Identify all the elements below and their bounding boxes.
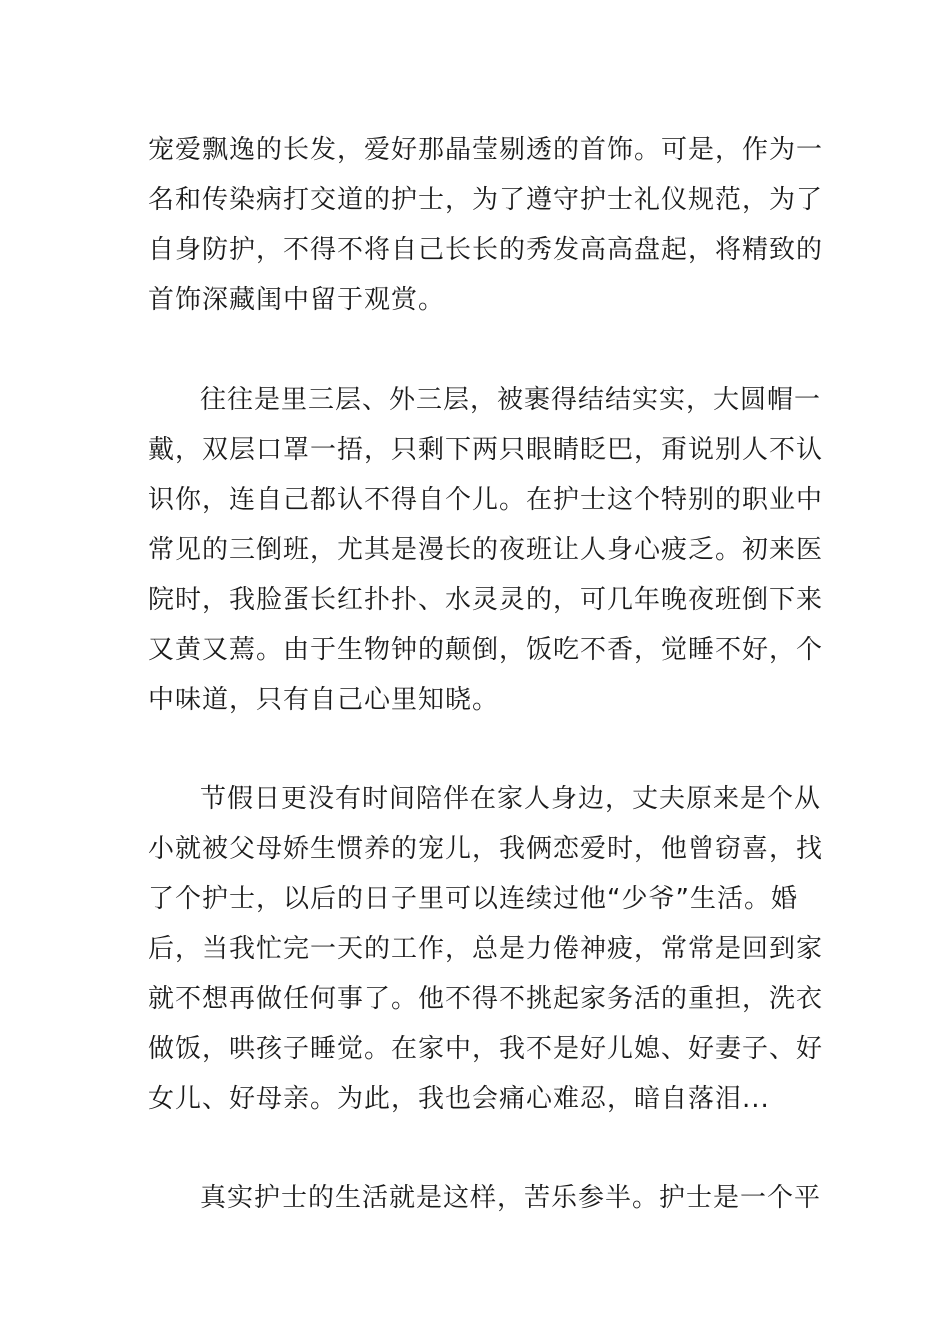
text-line: 宠爱飘逸的长发，爱好那晶莹剔透的首饰。可是，作为一 — [148, 135, 824, 165]
text-line: 自身防护，不得不将自己长长的秀发高高盘起，将精致的 — [148, 235, 824, 265]
text-line: 首饰深藏闺中留于观赏。 — [148, 285, 446, 315]
paragraph-2 — [148, 375, 824, 725]
text-line: 往往是里三层、外三层，被裹得结结实实，大圆帽一 — [200, 385, 822, 415]
text-line: 后，当我忙完一天的工作，总是力倦神疲，常常是回到家 — [148, 934, 824, 964]
text-line: 常见的三倒班，尤其是漫长的夜班让人身心疲乏。初来医 — [148, 535, 824, 565]
text-line: 小就被父母娇生惯养的宠儿，我俩恋爱时，他曾窃喜，找 — [148, 834, 824, 864]
text-line: 戴，双层口罩一捂，只剩下两只眼睛眨巴，甭说别人不认 — [148, 435, 824, 465]
paragraph-4 — [148, 1173, 822, 1223]
text-line: 做饭，哄孩子睡觉。在家中，我不是好儿媳、好妻子、好 — [148, 1034, 824, 1064]
text-line: 又黄又蔫。由于生物钟的颠倒，饭吃不香，觉睡不好，个 — [148, 635, 824, 665]
text-line: 识你，连自己都认不得自个儿。在护士这个特别的职业中 — [148, 485, 824, 515]
text-line: 了个护士，以后的日子里可以连续过他“少爷”生活。婚 — [148, 884, 798, 914]
text-line: 名和传染病打交道的护士，为了遵守护士礼仪规范，为了 — [148, 185, 824, 215]
paragraph-1 — [148, 125, 824, 325]
text-line: 女儿、好母亲。为此，我也会痛心难忍，暗自落泪... — [148, 1084, 770, 1114]
text-line: 中味道，只有自己心里知晓。 — [148, 685, 500, 715]
text-line: 就不想再做任何事了。他不得不挑起家务活的重担，洗衣 — [148, 984, 824, 1014]
text-line: 节假日更没有时间陪伴在家人身边，丈夫原来是个从 — [200, 784, 822, 814]
text-line: 院时，我脸蛋长红扑扑、水灵灵的，可几年晚夜班倒下来 — [148, 585, 824, 615]
paragraph-3 — [148, 774, 824, 1124]
text-line: 真实护士的生活就是这样，苦乐参半。护士是一个平 — [200, 1183, 822, 1213]
